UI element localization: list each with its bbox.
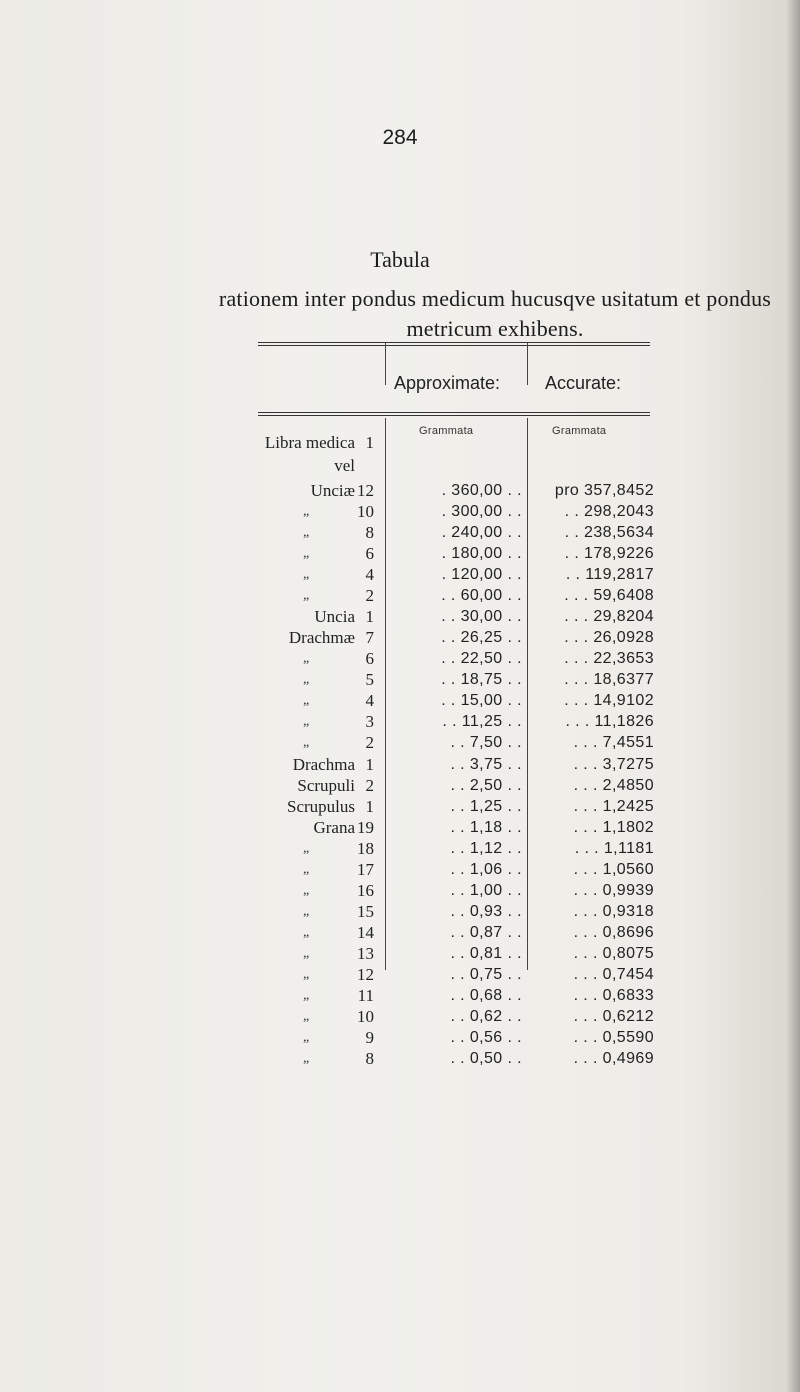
accurate-value: . . . 1,0560 (573, 861, 654, 878)
row-count: 8 (365, 523, 374, 542)
accurate-value: . . . 0,9939 (573, 882, 654, 899)
row-count: 2 (365, 586, 374, 605)
table-row (0, 923, 800, 943)
column-divider-2 (527, 343, 528, 385)
accurate-value: . . . 29,8204 (564, 608, 654, 625)
row-count: 12 (357, 965, 374, 984)
ditto-mark: „ (303, 946, 310, 961)
approximate-value: . 300,00 . . (441, 503, 522, 520)
table-row (0, 944, 800, 964)
approximate-value: . . 11,25 . . (442, 713, 522, 730)
subtitle-text: rationem inter pondus medicum hucusqve usitatum et pondus metricum exhibens. (218, 286, 772, 341)
row-label: Grana (313, 818, 355, 837)
approximate-value: . . 7,50 . . (450, 734, 522, 751)
ditto-mark: „ (303, 1030, 310, 1045)
accurate-value: . . . 1,1181 (574, 840, 654, 857)
row-label: Uncia (314, 607, 355, 626)
table-row (0, 965, 800, 985)
approximate-value: . . 3,75 . . (450, 756, 522, 773)
ditto-mark: „ (303, 525, 310, 540)
row-label: Libra medica (264, 433, 355, 452)
table-top-rule-2 (258, 345, 650, 346)
row-count: 18 (357, 839, 374, 858)
row-count: 13 (357, 944, 374, 963)
header-bottom-rule-2 (258, 415, 650, 416)
approximate-value: . . 0,56 . . (450, 1029, 522, 1046)
ditto-mark: „ (303, 862, 310, 877)
row-count: 6 (365, 649, 374, 668)
accurate-value: . . . 2,4850 (573, 777, 654, 794)
accurate-value: . . 178,9226 (564, 545, 654, 562)
table-subtitle (180, 284, 800, 344)
table-row (0, 776, 800, 796)
table-row (0, 860, 800, 880)
table-top-rule (258, 342, 650, 343)
table-row (0, 565, 800, 585)
table-row (0, 523, 800, 543)
ditto-mark: „ (303, 1051, 310, 1066)
table-row (0, 670, 800, 690)
row-count: 2 (365, 776, 374, 795)
row-count: 4 (365, 691, 374, 710)
table-row (0, 1028, 800, 1048)
row-count: 2 (365, 733, 374, 752)
row-count: 11 (357, 986, 374, 1005)
row-label: vel (334, 456, 355, 475)
accurate-value: . . . 26,0928 (564, 629, 654, 646)
column-divider-1 (385, 343, 386, 385)
approximate-value: . . 0,50 . . (450, 1050, 522, 1067)
accurate-value: . . . 18,6377 (564, 671, 654, 688)
ditto-mark: „ (303, 651, 310, 666)
approximate-value: . . 26,25 . . (441, 629, 522, 646)
approximate-value: . . 0,87 . . (450, 924, 522, 941)
row-count: 6 (365, 544, 374, 563)
approximate-value: . 180,00 . . (441, 545, 522, 562)
table-row (0, 628, 800, 648)
row-count: 9 (365, 1028, 374, 1047)
approximate-value: . . 0,68 . . (450, 987, 522, 1004)
approximate-value: . . 1,25 . . (450, 798, 522, 815)
ditto-mark: „ (303, 714, 310, 729)
accurate-value: . . . 0,6212 (573, 1008, 654, 1025)
row-count: 10 (357, 1007, 374, 1026)
row-count: 15 (357, 902, 374, 921)
accurate-value: . . . 0,5590 (573, 1029, 654, 1046)
row-count: 4 (365, 565, 374, 584)
unit-accurate: Grammata (552, 425, 607, 437)
table-row (0, 797, 800, 817)
table-row (0, 544, 800, 564)
row-count: 7 (365, 628, 374, 647)
table-row (0, 1007, 800, 1027)
approximate-value: . . 0,81 . . (450, 945, 522, 962)
approximate-value: . . 1,18 . . (450, 819, 522, 836)
ditto-mark: „ (303, 693, 310, 708)
row-count: 12 (357, 481, 374, 500)
approximate-value: . . 1,06 . . (450, 861, 522, 878)
row-count: 19 (357, 818, 374, 837)
ditto-mark: „ (303, 883, 310, 898)
accurate-value: . . . 14,9102 (564, 692, 654, 709)
table-row (0, 986, 800, 1006)
header-approximate: Approximate: (394, 373, 501, 393)
approximate-value: . . 1,12 . . (450, 840, 522, 857)
table-row (0, 881, 800, 901)
table-row (0, 607, 800, 627)
approximate-value: . . 18,75 . . (441, 671, 522, 688)
accurate-value: . . . 0,7454 (573, 966, 654, 983)
row-count: 1 (365, 433, 374, 452)
accurate-value: . . . 0,9318 (573, 903, 654, 920)
approximate-value: . . 30,00 . . (441, 608, 522, 625)
row-count: 10 (357, 502, 374, 521)
row-count: 8 (365, 1049, 374, 1068)
table-row (0, 691, 800, 711)
approximate-value: . . 1,00 . . (450, 882, 522, 899)
ditto-mark: „ (303, 925, 310, 940)
accurate-value: . . . 0,6833 (573, 987, 654, 1004)
ditto-mark: „ (303, 567, 310, 582)
table-row (0, 712, 800, 732)
approximate-value: . . 15,00 . . (441, 692, 522, 709)
accurate-value: . . 298,2043 (564, 503, 654, 520)
ditto-mark: „ (303, 546, 310, 561)
ditto-mark: „ (303, 967, 310, 982)
table-row (0, 755, 800, 775)
row-count: 17 (357, 860, 374, 879)
table-row (0, 818, 800, 838)
approximate-value: . 120,00 . . (441, 566, 522, 583)
accurate-value: pro 357,8452 (554, 482, 654, 499)
accurate-value: . . . 1,2425 (573, 798, 654, 815)
approximate-value: . . 60,00 . . (441, 587, 522, 604)
approximate-value: . . 2,50 . . (450, 777, 522, 794)
accurate-value: . . . 11,1826 (565, 713, 654, 730)
row-label: Drachma (292, 755, 355, 774)
accurate-value: . . . 59,6408 (564, 587, 654, 604)
ditto-mark: „ (303, 988, 310, 1003)
table-row (0, 839, 800, 859)
row-label: Drachmæ (288, 628, 355, 647)
approximate-value: . 360,00 . . (441, 482, 522, 499)
ditto-mark: „ (303, 735, 310, 750)
row-count: 14 (357, 923, 374, 942)
row-count: 1 (365, 607, 374, 626)
accurate-value: . . . 0,8075 (573, 945, 654, 962)
approximate-value: . . 0,93 . . (450, 903, 522, 920)
ditto-mark: „ (303, 1009, 310, 1024)
accurate-value: . . . 22,3653 (564, 650, 654, 667)
table-row (0, 1049, 800, 1069)
accurate-value: . . . 7,4551 (573, 734, 654, 751)
row-count: 5 (365, 670, 374, 689)
table-row (0, 456, 800, 476)
accurate-value: . . 119,2817 (565, 566, 654, 583)
row-count: 1 (365, 755, 374, 774)
ditto-mark: „ (303, 588, 310, 603)
header-accurate: Accurate: (545, 373, 622, 393)
ditto-mark: „ (303, 504, 310, 519)
approximate-value: . . 22,50 . . (441, 650, 522, 667)
row-label: Scrupuli (297, 776, 355, 795)
table-row (0, 649, 800, 669)
page-number: 284 (382, 126, 418, 149)
ditto-mark: „ (303, 841, 310, 856)
table-row (0, 433, 800, 453)
ditto-mark: „ (303, 904, 310, 919)
accurate-value: . . . 0,4969 (573, 1050, 654, 1067)
row-count: 1 (365, 797, 374, 816)
table-title: Tabula (370, 247, 430, 272)
table-row (0, 902, 800, 922)
ditto-mark: „ (303, 672, 310, 687)
row-label: Scrupulus (287, 797, 355, 816)
header-bottom-rule (258, 412, 650, 413)
row-count: 3 (365, 712, 374, 731)
row-count: 16 (357, 881, 374, 900)
accurate-value: . . . 3,7275 (573, 756, 654, 773)
accurate-value: . . 238,5634 (564, 524, 654, 541)
accurate-value: . . . 1,1802 (573, 819, 654, 836)
row-label: Unciæ (310, 481, 355, 500)
approximate-value: . . 0,75 . . (450, 966, 522, 983)
accurate-value: . . . 0,8696 (573, 924, 654, 941)
approximate-value: . 240,00 . . (441, 524, 522, 541)
unit-approximate: Grammata (419, 425, 474, 437)
table-row (0, 481, 800, 501)
table-row (0, 502, 800, 522)
approximate-value: . . 0,62 . . (450, 1008, 522, 1025)
table-row (0, 586, 800, 606)
table-row (0, 733, 800, 753)
